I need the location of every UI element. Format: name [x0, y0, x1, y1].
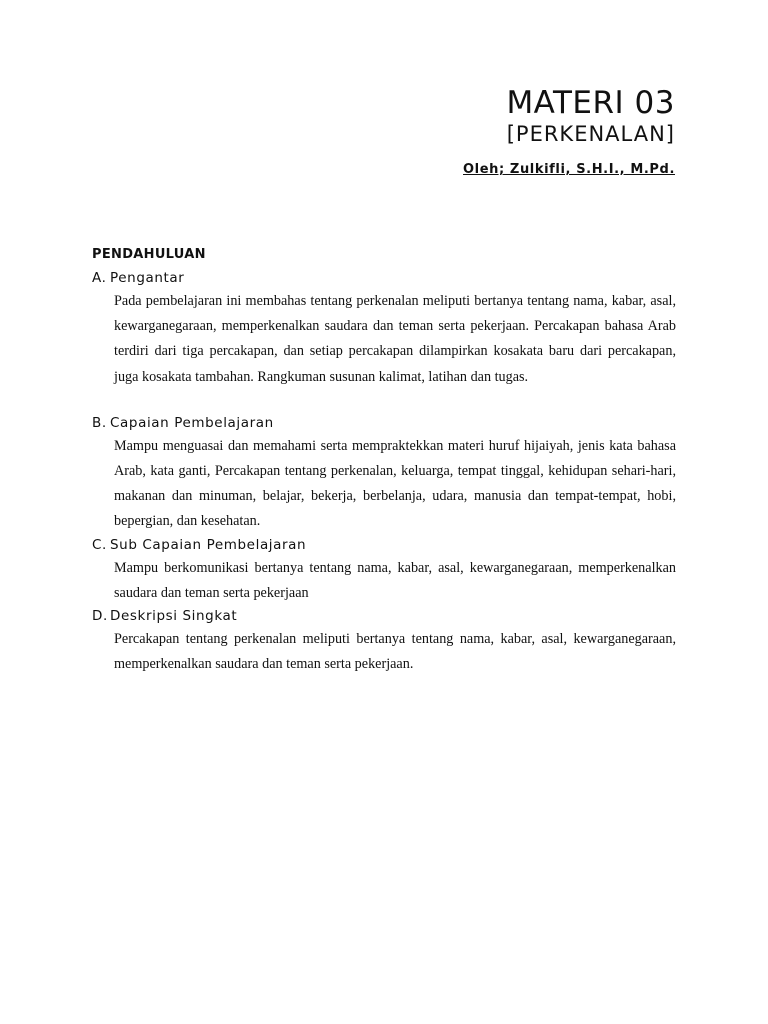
section-paragraph: Mampu menguasai dan memahami serta mempraktekkan materi huruf hijaiyah, jenis kata bahasa Arab, kata ganti, Percakapan tentang perkenalan, keluarga, tempat tinggal, kehidupan sehari-hari, makanan dan minuman, belajar, bekerja, berbelanja, udara, manusia dan tempat-tempat, hobi, bepergian, dan kesehatan.: [114, 437, 676, 530]
section-heading-label: Pengantar: [110, 270, 185, 286]
section-letter: B.: [92, 414, 107, 431]
section-letter: D.: [92, 608, 108, 625]
section-letter: C.: [92, 536, 107, 553]
document-subtitle: [PERKENALAN]: [506, 122, 675, 146]
section-heading-label: Deskripsi Singkat: [110, 608, 238, 625]
document-body: [92, 247, 676, 677]
section-heading: [92, 607, 676, 625]
section-capaian-pembelajaran: [92, 414, 676, 535]
section-heading: [92, 269, 676, 287]
section-pengantar: [92, 269, 676, 390]
section-letter: A.: [92, 270, 107, 286]
author-line: Oleh; Zulkifli, S.H.I., M.Pd.: [463, 162, 675, 177]
section-paragraph: Percakapan tentang perkenalan meliputi bertanya tentang nama, kabar, asal, kewarganegaraan, memperkenalkan saudara dan teman serta pekerjaan.: [114, 631, 676, 673]
section-heading-label: Capaian Pembelajaran: [110, 414, 274, 431]
section-paragraph: Mampu berkomunikasi bertanya tentang nama, kabar, asal, kewarganegaraan, memperkenalkan saudara dan teman serta pekerjaan: [114, 559, 676, 601]
section-title: PENDAHULUAN: [92, 247, 206, 262]
section-deskripsi-singkat: [92, 607, 676, 677]
document-title: MATERI 03: [506, 85, 675, 121]
section-sub-capaian: [92, 536, 676, 606]
title-block: [463, 84, 675, 177]
section-heading: [92, 414, 676, 432]
section-heading: [92, 536, 676, 554]
section-paragraph: Pada pembelajaran ini membahas tentang perkenalan meliputi bertanya tentang nama, kabar, asal, kewarganegaraan, memperkenalkan saudara dan teman serta pekerjaan. Percakapan bahasa Arab terdiri dari tiga percakapan, dan setiap percakapan dilampirkan kosakata baru dari percakapan, juga kosakata tambahan. Rangkuman susunan kalimat, latihan dan tugas.: [114, 293, 676, 385]
section-heading-label: Sub Capaian Pembelajaran: [110, 536, 307, 553]
